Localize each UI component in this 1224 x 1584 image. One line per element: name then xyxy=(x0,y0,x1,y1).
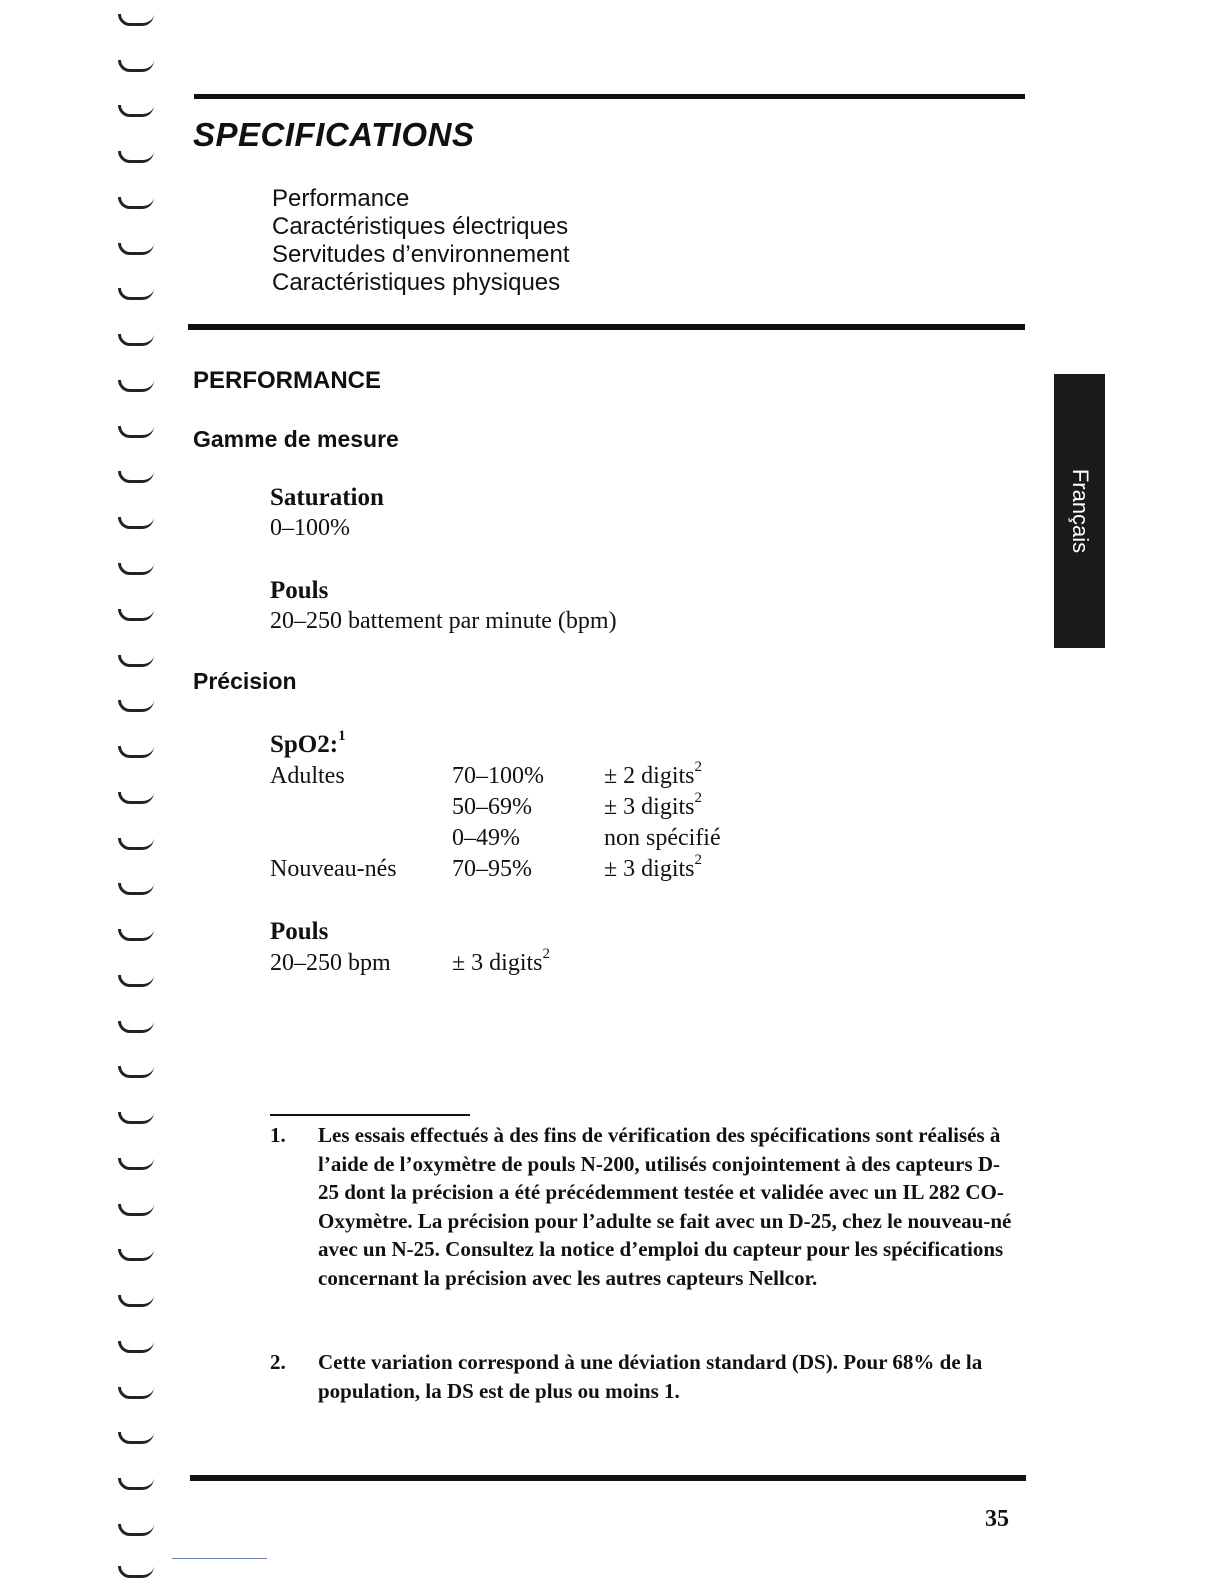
binding-ring xyxy=(118,792,154,804)
binding-ring xyxy=(118,471,154,483)
footnote-text: Cette variation correspond à une déviation standard (DS). Pour 68% de la population, la DS est de plus ou moins 1. xyxy=(318,1350,983,1403)
table-of-contents xyxy=(272,185,570,297)
spo2-range: 50–69% xyxy=(452,794,532,820)
range-heading: Gamme de mesure xyxy=(193,426,399,452)
top-rule xyxy=(194,94,1025,99)
binding-ring xyxy=(118,1524,154,1536)
binding-ring xyxy=(118,1478,154,1490)
footnote-text: Les essais effectués à des fins de vérification des spécifications sont réalisés à l’aide de l’oxymètre de pouls N-200, utilisés conjointement à des capteurs D-25 dont la précision a été précédemment testée et validée avec un IL 282 CO-Oxymètre. La précision pour l’adulte se fait avec un D-25, chez le nouveau-né avec un N-25. Consultez la notice d’emploi du capteur pour les spécifications concernant la précision avec les autres capteurs Nellcor. xyxy=(318,1123,1012,1290)
spo2-range: 70–100% xyxy=(452,763,544,789)
spo2-accuracy: ± 3 digits$^2$ xyxy=(604,852,703,882)
binding-ring xyxy=(118,1021,154,1033)
binding-ring xyxy=(118,1158,154,1170)
toc-item: Performance xyxy=(272,185,410,212)
binding-ring xyxy=(118,609,154,621)
binding-ring xyxy=(118,838,154,850)
page-number: 35 xyxy=(985,1506,1009,1532)
scan-edge-line xyxy=(172,1558,267,1559)
binding-ring xyxy=(118,1387,154,1399)
language-tab xyxy=(1054,374,1105,648)
binding-ring xyxy=(118,60,154,72)
binding-ring xyxy=(118,655,154,667)
binding-ring xyxy=(118,1295,154,1307)
binding-ring xyxy=(118,243,154,255)
accuracy-heading: Précision xyxy=(193,668,297,694)
spo2-accuracy: ± 3 digits$^2$ xyxy=(604,790,703,820)
binding-ring xyxy=(118,288,154,300)
binding-ring xyxy=(118,746,154,758)
pulse-range-value: 20–250 battement par minute (bpm) xyxy=(270,608,617,634)
footnote-number: 1. xyxy=(270,1123,286,1147)
spo2-group: Nouveau-nés xyxy=(270,856,397,882)
binding-ring xyxy=(118,1112,154,1124)
binding-ring xyxy=(118,1341,154,1353)
binding-ring xyxy=(118,563,154,575)
binding-ring xyxy=(118,426,154,438)
performance-heading: PERFORMANCE xyxy=(193,367,382,394)
binding-ring xyxy=(118,334,154,346)
section-rule xyxy=(188,324,1025,330)
saturation-label: Saturation xyxy=(270,484,384,511)
toc-item: Caractéristiques physiques xyxy=(272,269,561,296)
footnote xyxy=(270,1348,1015,1405)
toc-item: Servitudes d’environnement xyxy=(272,241,570,268)
language-tab-label: Français xyxy=(1067,468,1093,554)
binding-ring xyxy=(118,517,154,529)
toc-item: Caractéristiques électriques xyxy=(272,213,569,240)
binding-ring xyxy=(118,929,154,941)
spo2-group: Adultes xyxy=(270,763,345,789)
binding-ring xyxy=(118,700,154,712)
binding-ring xyxy=(118,105,154,117)
saturation-value: 0–100% xyxy=(270,515,350,541)
binding-ring xyxy=(118,380,154,392)
binding-ring xyxy=(118,1432,154,1444)
binding-ring xyxy=(118,1566,154,1578)
binding-ring xyxy=(118,975,154,987)
spo2-accuracy: non spécifié xyxy=(604,825,721,851)
spo2-range: 70–95% xyxy=(452,856,532,882)
binding-ring xyxy=(118,151,154,163)
binding-ring xyxy=(118,1204,154,1216)
footnote-number: 2. xyxy=(270,1350,286,1374)
spo2-accuracy: ± 2 digits$^2$ xyxy=(604,759,703,789)
pulse-accuracy-label: Pouls xyxy=(270,918,329,945)
pulse-range-label: Pouls xyxy=(270,577,329,604)
page-title: SPECIFICATIONS xyxy=(193,116,475,153)
pulse-accuracy-value: ± 3 digits$^2$ xyxy=(452,946,551,976)
bottom-rule xyxy=(190,1475,1026,1481)
binding-ring xyxy=(118,1066,154,1078)
binding-ring xyxy=(118,197,154,209)
binding-ring xyxy=(118,1249,154,1261)
spiral-binding xyxy=(112,0,162,1584)
spo2-label: SpO2:$^1$ xyxy=(270,727,346,758)
binding-ring xyxy=(118,883,154,895)
spo2-range: 0–49% xyxy=(452,825,520,851)
footnote xyxy=(270,1121,1015,1292)
binding-ring xyxy=(118,14,154,26)
pulse-accuracy-range: 20–250 bpm xyxy=(270,950,391,976)
footnote-rule xyxy=(270,1114,470,1116)
